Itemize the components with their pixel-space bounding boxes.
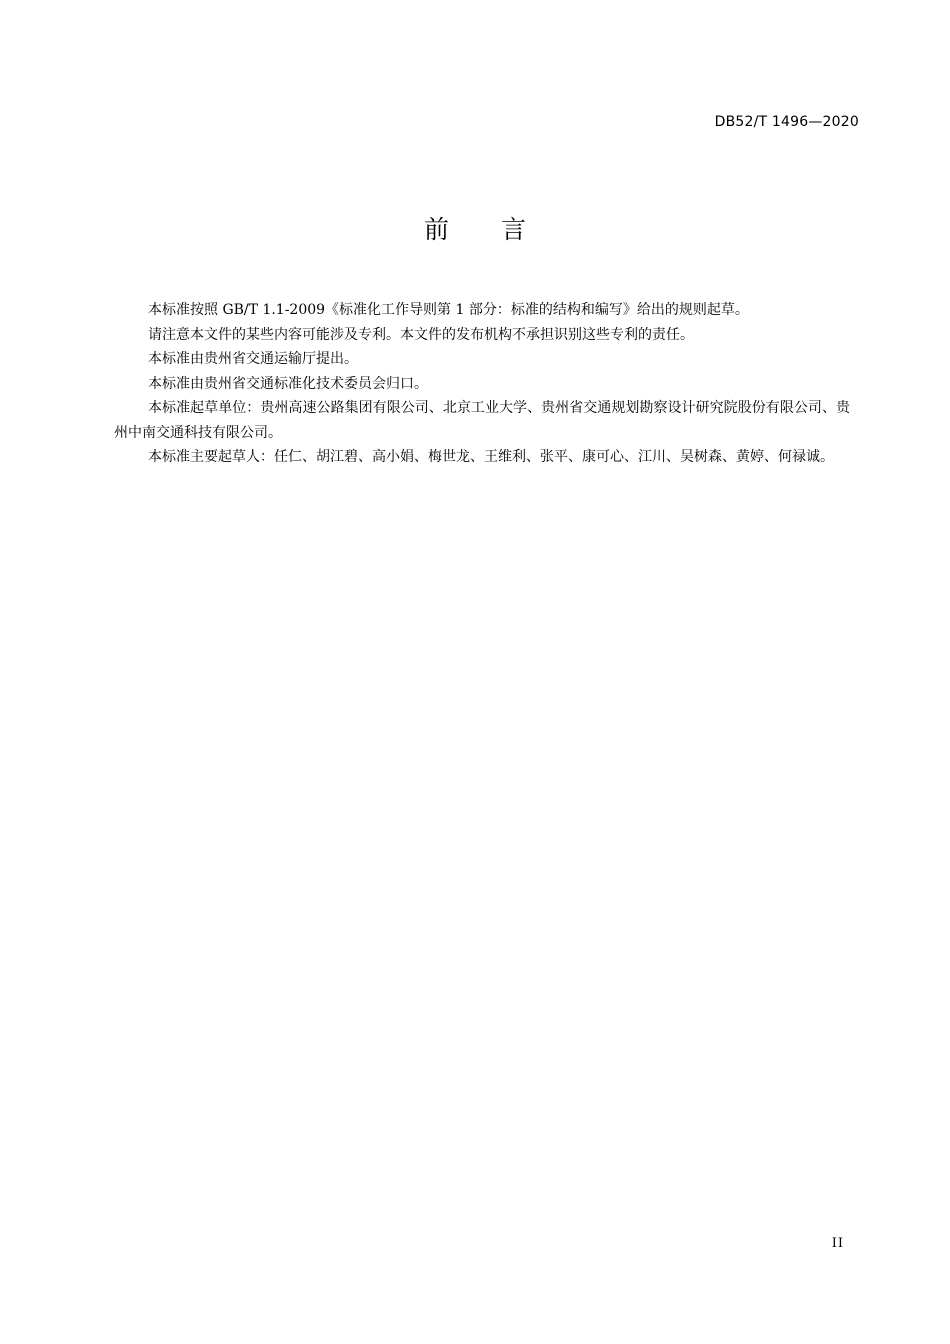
paragraph-drafters: 本标准主要起草人：任仁、胡江碧、高小娟、梅世龙、王维利、张平、康可心、江川、吴树森、黄婷、何禄诚。: [148, 449, 834, 465]
paragraph-proposed-by: 本标准由贵州省交通运输厅提出。: [148, 351, 358, 367]
foreword-body: [114, 298, 850, 470]
paragraph-drafting-rules: 本标准按照 GB/T 1.1-2009《标准化工作导则第 1 部分：标准的结构和编写》给出的规则起草。: [148, 302, 749, 318]
page-number: II: [831, 1236, 844, 1251]
paragraph-drafting-units: 本标准起草单位：贵州高速公路集团有限公司、北京工业大学、贵州省交通规划勘察设计研究院股份有限公司、贵州中南交通科技有限公司。: [114, 400, 850, 441]
standard-number: DB52/T 1496—2020: [714, 114, 859, 130]
paragraph-patent-notice: 请注意本文件的某些内容可能涉及专利。本文件的发布机构不承担识别这些专利的责任。: [148, 326, 694, 343]
page-title: 前言: [423, 215, 578, 244]
paragraph-centralized-by: 本标准由贵州省交通标准化技术委员会归口。: [148, 375, 428, 392]
